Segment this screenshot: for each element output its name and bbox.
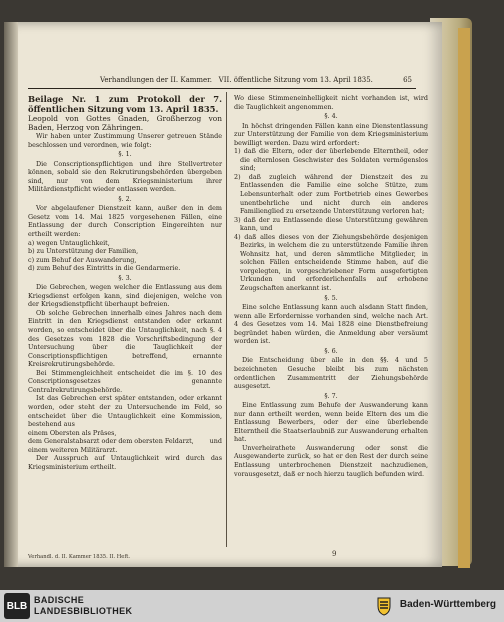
library-name-line2: LANDESBIBLIOTHEK — [34, 606, 133, 616]
paragraph: Wir haben unter Zustimmung Unserer getreuen Stände beschlossen und verordnen, wie folgt: — [28, 132, 222, 149]
book-cover-edge — [458, 28, 470, 568]
section-heading: §. 2. — [118, 194, 132, 203]
paragraph: Vor abgelaufener Dienstzeit kann, außer den in dem Gesetz vom 14. Mai 1825 vorgesehenen Fällen, eine Entlassung der durch Conscription Eingereihten nur ertheilt werden: — [28, 204, 222, 239]
section-heading: §. 7. — [324, 391, 338, 400]
paragraph: Wo diese Stimmeneinhelligkeit nicht vorhanden ist, wird die Tauglichkeit angenommen. — [234, 94, 428, 111]
coat-of-arms-icon — [376, 596, 392, 616]
paragraph: Ob solche Gebrechen innerhalb eines Jahres nach dem Eintritt in den Kriegsdienst entstanden oder erkannt worden, so entscheidet über die Untauglichkeit, nach §. 4 des Gesetzes vom 1828 die Vorschriftsbedingung der Untersuchung über die Tauglichkeit der Conscriptionspflichtigen betreffend, ernannte Kreisrekrutirungsbehörde. — [28, 308, 222, 369]
left-column — [28, 94, 222, 471]
list-row — [28, 437, 222, 446]
library-name-line1: BADISCHE — [34, 595, 85, 605]
decree-heading: Leopold von Gottes Gnaden, Großherzog von Baden, Herzog von Zähringen. — [28, 114, 222, 132]
paragraph: Die Conscriptionspflichtigen und ihre Stellvertreter können, sobald sie den Rekrutirungsbehörden übergeben sind, nur von dem Kriegsministerium ihrer Militärdienstpflicht wieder entlassen werden. — [28, 159, 222, 194]
paragraph: In höchst dringenden Fällen kann eine Dienstentlassung zur Unterstützung der Familie von dem Kriegsministerium bewilligt werden. Dazu wird erfordert: — [234, 121, 428, 147]
list-item: 4) daß alles dieses von der Ziehungsbehörde desjenigen Bezirks, in welchem die zu unterstützende Familie ihren Wohnsitz hat, und deren sämmtliche Mitglieder, in solchen Fällen entscheidende Stimme haben, auf die vorgelegten, in vorgeschriebener Form ausgefertigten Urkunden und erforderlichenfalls auf erhobene Zeugschaften anerkannt ist. — [234, 232, 428, 293]
list-row — [28, 446, 222, 455]
document-title: Beilage Nr. 1 zum Protokoll der 7. öffentlichen Sitzung vom 13. April 1835. — [28, 94, 222, 114]
running-head-center: VII. öffentliche Sitzung vom 13. April 1835. — [218, 76, 373, 84]
list-row-text: einem weiteren Militärarzt. — [28, 445, 118, 454]
paragraph: Unverheirathete Auswanderung oder sonst die Ausgewanderte zurück, so hat er den Rest der durch seine Entlassung unterbrochenen Dienstzeit nachzudienen, vorausgesetzt, daß er noch hierzu tauglich befunden wird. — [234, 443, 428, 478]
page-gutter — [4, 22, 18, 567]
right-column — [234, 94, 428, 478]
section-heading: §. 6. — [324, 346, 338, 355]
list-item: 3) daß der zu Entlassende diese Unterstützung gewähren kann, und — [234, 215, 428, 233]
list-item: c) zum Behuf der Auswanderung, — [28, 255, 137, 264]
paragraph: Die Gebrechen, wegen welcher die Entlassung aus dem Kriegsdienst erfolgen kann, sind diejenigen, welche von der Kriegsdienstpflicht überhaupt befreien. — [28, 283, 222, 309]
running-head — [100, 76, 412, 84]
paragraph: Bei Stimmengleichheit entscheidet die im §. 10 des Conscriptionsgesetzes genannte Centralrekrutirungsbehörde. — [28, 368, 222, 394]
list-item: b) zu Unterstützung der Familien, — [28, 247, 139, 256]
list-row-text: und — [209, 437, 222, 446]
paragraph: Die Entscheidung über alle in den §§. 4 und 5 bezeichneten Gesuche bleibt bis zum nächsten ordentlichen Zusammentritt der Ziehungsbehörde ausgesetzt. — [234, 356, 428, 391]
list-row-text: dem Generalstabsarzt oder dem obersten Feldarzt, — [28, 437, 194, 446]
header-rule — [28, 88, 416, 89]
list-row — [28, 429, 222, 438]
footnote: Verhandl. d. II. Kammer 1835. II. Heft. — [28, 554, 131, 560]
list-row-text: einem Obersten als Präses, — [28, 428, 117, 437]
book-page — [4, 22, 442, 567]
paragraph: Eine Entlassung zum Behufe der Auswanderung kann nur dann ertheilt werden, wenn beide Eltern des um die Entlassung Bewerbers, oder der eine überlebende Elterntheil die Staatserlaubniß zur Auswanderung erhalten hat. — [234, 401, 428, 444]
running-head-left: Verhandlungen der II. Kammer. — [100, 76, 212, 84]
section-heading: §. 1. — [118, 150, 132, 159]
section-heading: §. 5. — [324, 293, 338, 302]
list-item: a) wegen Untauglichkeit, — [28, 238, 110, 247]
paragraph: Der Ausspruch auf Untauglichkeit wird durch das Kriegsministerium ertheilt. — [28, 454, 222, 471]
list-item: d) zum Behuf des Eintritts in die Gendarmerie. — [28, 264, 181, 273]
section-heading: §. 3. — [118, 273, 132, 282]
signature-mark: 9 — [332, 550, 337, 558]
list-item: 2) daß zugleich während der Dienstzeit des zu Entlassenden die Familie eine solche Stütze, zum Lebensunterhalt oder zum Fortbetrieb eines Gewerbes unentbehrliche und nicht durch ein anderes Familienglied zu ersetzende Unterstützung verloren hat; — [234, 172, 428, 216]
library-name[interactable] — [34, 595, 132, 617]
page-number: 65 — [403, 76, 412, 84]
blb-logo[interactable]: BLB — [4, 593, 30, 619]
paragraph: Ist das Gebrechen erst später entstanden, oder erkannt worden, oder steht der zu Untersuchende im Feld, so entscheidet über die Untauglichkeit eine Kommission, bestehend aus — [28, 394, 222, 429]
list-item: 1) daß die Eltern, oder der überlebende Elterntheil, oder die elternlosen Geschwister des Soldaten vermögenslos sind; — [234, 147, 428, 173]
column-divider — [226, 92, 227, 547]
state-logo-text[interactable]: Baden-Württemberg — [399, 599, 496, 610]
paragraph: Eine solche Entlassung kann auch alsdann Statt finden, wenn alle Erfordernisse vorhanden sind, welche nach Art. 4 des Gesetzes vom 14. Mai 1828 eine Dienstbefreiung begründet haben würden, die Anmeldung aber versäumt worden ist. — [234, 303, 428, 346]
footer-bar — [0, 590, 504, 622]
section-heading: §. 4. — [324, 112, 338, 121]
